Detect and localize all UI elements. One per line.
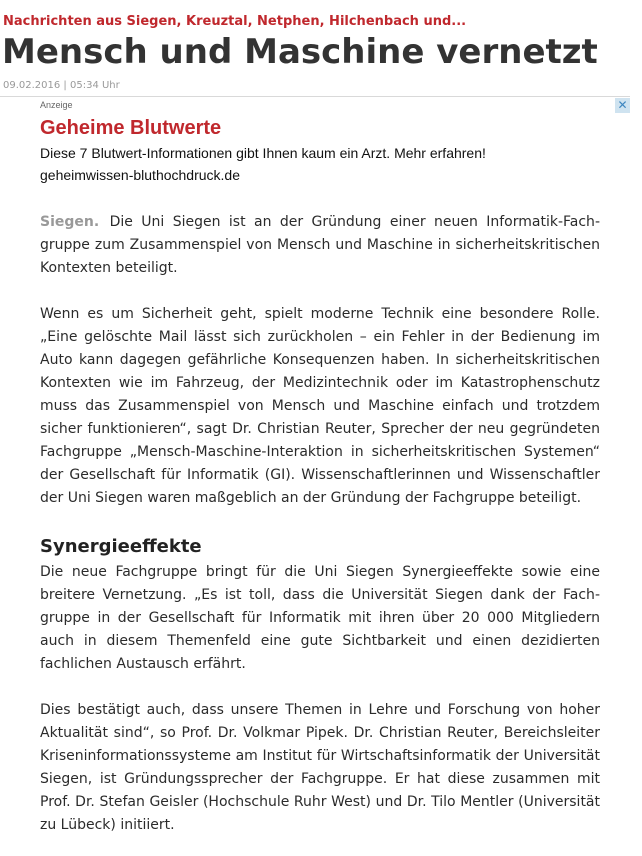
article-paragraph-1	[40, 211, 600, 280]
article-paragraph-3: Die neue Fachgruppe bringt für die Uni Siegen Synergieeffekte sowie eine breitere Vernetzung. „Es ist toll, dass die Universität Siegen dank der Fachgruppe in der Gesellschaft für Informatik mit ihren über 20 000 Mitgliedern auch in diesem Themenfeld eine gute Sichtbarkeit und einen dezidierten fachlichen Austausch erfährt.	[40, 564, 600, 672]
location-label: Siegen.	[40, 214, 100, 230]
section-kicker[interactable]: Nachrichten aus Siegen, Kreuztal, Netphen, Hilchenbach und...	[3, 14, 467, 29]
page-title: Mensch und Maschine vernetzt	[2, 32, 598, 72]
ad-url[interactable]: geheimwissen-bluthochdruck.de	[40, 167, 240, 183]
paragraph-1-text: Die Uni Siegen ist an der Gründung einer neuen Informatik-Fachgruppe zum Zusammenspiel von Mensch und Maschine in sicherheitskritischen Kontexten beteiligt.	[40, 214, 600, 276]
ad-headline[interactable]: Geheime Blutwerte	[40, 117, 222, 139]
article-paragraph-4: Dies bestätigt auch, dass unsere Themen in Lehre und Forschung von hoher Aktualität sind“, so Prof. Dr. Volkmar Pipek. Dr. Christian Reuter, Bereichsleiter Kriseninformationssysteme am Institut für Wirtschaftsinformatik der Universität Siegen, ist Gründungssprecher der Fachgruppe. Er hat diese zusammen mit Prof. Dr. Stefan Geisler (Hochschule Ruhr West) und Dr. Tilo Mentler (Universität zu Lübeck) initiiert.	[40, 702, 600, 833]
close-icon[interactable]: ✕	[615, 98, 630, 113]
ad-text[interactable]: Diese 7 Blutwert-Informationen gibt Ihnen kaum ein Arzt. Mehr erfahren!	[40, 145, 486, 161]
dateline: 09.02.2016 | 05:34 Uhr	[3, 80, 120, 91]
article-paragraph-2: Wenn es um Sicherheit geht, spielt moderne Technik eine besondere Rolle. „Eine gelöschte Mail lässt sich zurückholen – ein Fehler in der Bedienung im Auto kann dagegen gefährliche Konsequenzen haben. In sicherheitskritischen Kontexten wie im Fahrzeug, der Medizintechnik oder im Katastrophenschutz muss das Zusammenspiel von Mensch und Maschine einfach und trotzdem sicher funktionieren“, sagt Dr. Christian Reuter, Sprecher der neu gegründeten Fachgruppe „Mensch-Maschine-Interaktion in sicherheitskritischen Systemen“ der Gesellschaft für Informatik (GI). Wissenschaftlerinnen und Wissenschaftler der Uni Siegen waren maßgeblich an der Gründung der Fachgruppe beteiligt.	[40, 306, 600, 506]
article-subhead: Synergieeffekte	[40, 536, 202, 557]
article-body	[40, 211, 600, 837]
advertisement[interactable]	[0, 96, 630, 191]
ad-label: Anzeige	[40, 100, 73, 110]
